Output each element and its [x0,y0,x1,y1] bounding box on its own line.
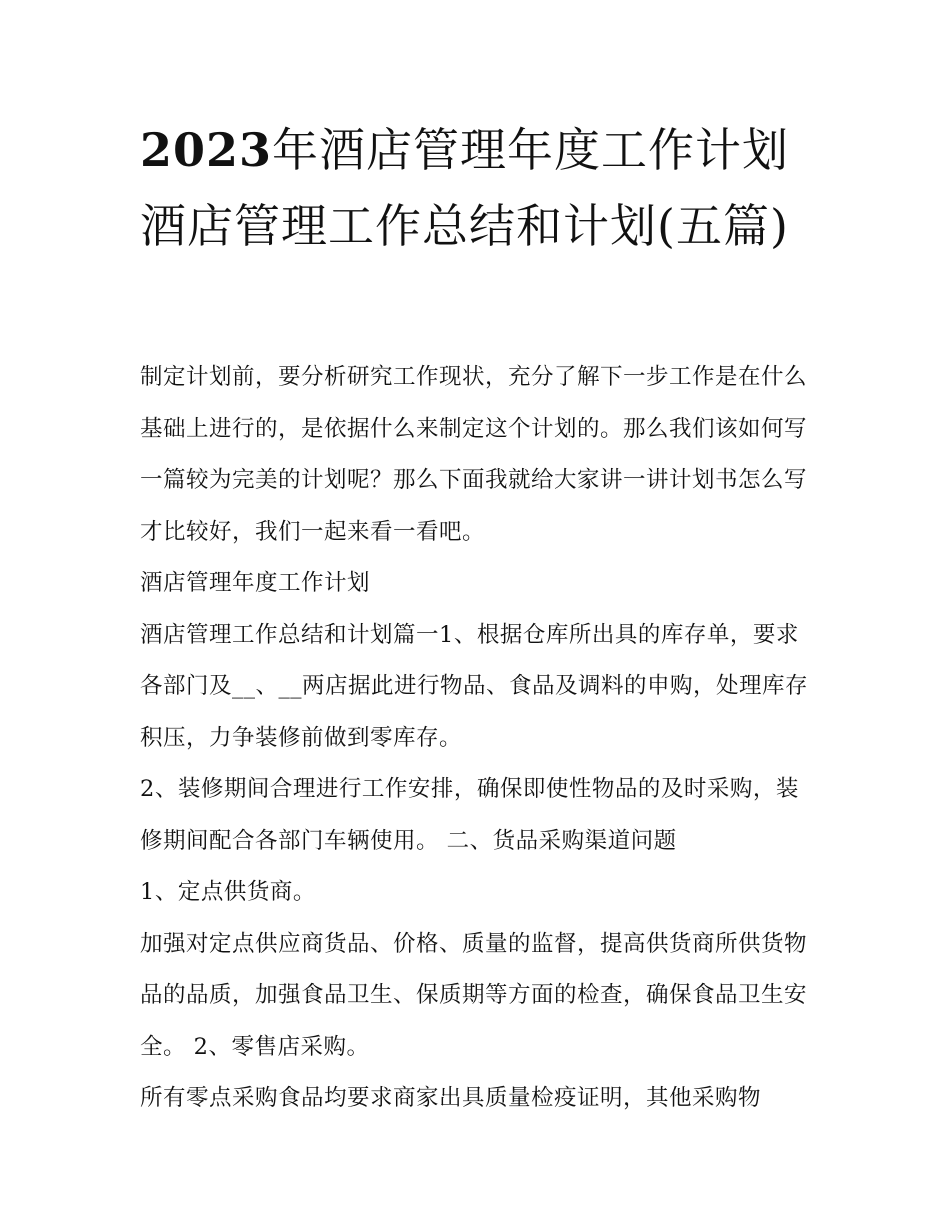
intro-paragraph: 制定计划前，要分析研究工作现状，充分了解下一步工作是在什么基础上进行的，是依据什么来制定这个计划的。那么我们该如何写一篇较为完美的计划呢？那么下面我就给大家讲一讲计划书怎么写才比较好，我们一起来看一看吧。 [140,364,808,545]
title-text: 年酒店管理年度工作计划酒店管理工作总结和计划(五篇) [140,123,790,253]
title-year: 2023 [140,123,273,177]
paragraph-retail-purchase: 所有零点采购食品均要求商家出具质量检疫证明，其他采购物 [140,1085,762,1111]
section-heading: 酒店管理年度工作计划 [140,570,371,596]
document-body [140,352,820,1125]
paragraph-supplier-detail: 加强对定点供应商货品、价格、质量的监督，提高供货商所供货物品的品质，加强食品卫生、保质期等方面的检查，确保食品卫生安全。 2、零售店采购。 [140,930,808,1060]
paragraph-article-one: 酒店管理工作总结和计划篇一1、根据仓库所出具的库存单，要求各部门及__、__两店据此进行物品、食品及调料的申购，处理库存积压，力争装修前做到零库存。 [140,621,809,751]
paragraph-item-1-supplier: 1、定点供货商。 [140,879,316,905]
document-title [140,112,820,264]
paragraph-item-2: 2、装修期间合理进行工作安排，确保即使性物品的及时采购，装修期间配合各部门车辆使用。 二、货品采购渠道问题 [140,776,799,854]
